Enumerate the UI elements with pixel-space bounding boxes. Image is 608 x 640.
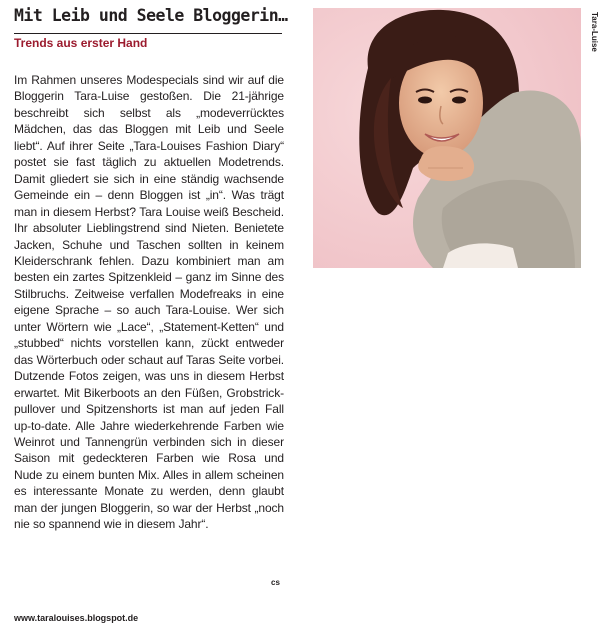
portrait-illustration (313, 8, 581, 268)
article-headline: Mit Leib und Seele Bloggerin… (14, 6, 288, 25)
article-subheadline: Trends aus erster Hand (14, 36, 148, 50)
article-body: Im Rahmen unseres Modespecials sind wir auf die Bloggerin Tara-Luise gestoßen. Die 21-jährige beschreibt sich selbst als „modeverrücktes Mädchen, das das Bloggen mit Leib und Seele liebt“. Auf ihrer Seite „Tara-Louises Fashion Diary“ postet sie fast täglich zu aktuellen Modetrends. Damit gliedert sie sich in eine ständig wachsende Gemeinde ein – denn Bloggen ist „in“. Was trägt man in diesem Herbst? Tara Louise weiß Bescheid. Ihr absoluter Lieblingstrend sind Nieten. Benietete Jacken, Schuhe und Taschen sollten in keinem Kleiderschrank fehlen. Dazu kombiniert man am besten ein zartes Spitzenkleid – ganz im Sinne des Stilbruchs. Zeitweise verfallen Modefreaks in eine eigene Sprache – so auch Tara-Louise. Wer sich unter Wörtern wie „Lace“, „Statement-Ketten“ und „stubbed“ nichts vorstellen kann, zückt entweder das Wörterbuch oder schaut auf Taras Seite vorbei. Dutzende Fotos zeigen, was uns in diesem Herbst erwartet. Mit Bikerboots an den Füßen, Grobstrick-pullover und Spitzenshorts ist man auf jeden Fall up-to-date. Alle Jahre wiederkehrende Farben wie Weinrot und Tannengrün verbinden sich in dieser Saison mit gedeckteren Farben wie Rosa und Nude zu einem bunten Mix. Alles in allem scheinen es interessante Monate zu werden, denn glaubt man der jungen Bloggerin, so war der Herbst „noch nie so spannend wie in diesem Jahr“. (14, 73, 284, 532)
blog-url: www.taralouises.blogspot.de (14, 613, 139, 623)
blogger-photo (313, 8, 581, 268)
photo-credit: Tara-Luise (590, 12, 599, 52)
author-initials: cs (271, 578, 280, 587)
headline-divider (14, 33, 282, 34)
